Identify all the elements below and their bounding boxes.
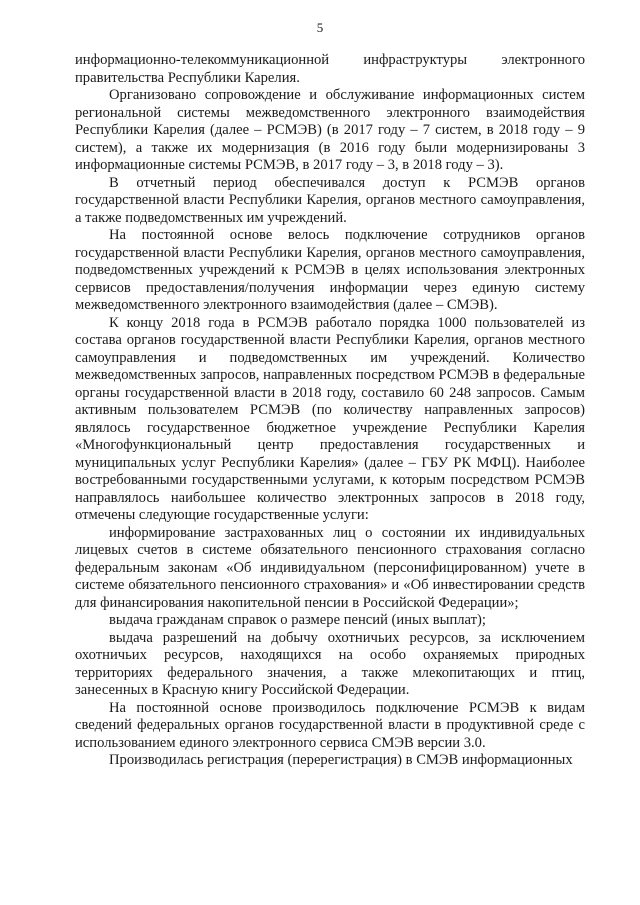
paragraph: На постоянной основе велось подключение сотрудников органов государственной власти Республики Карелия, органов местного самоуправления, подведомственных учреждений к РСМЭВ в целях использования электронных сервисов предоставления/получения информации через единую систему межведомственного электронного взаимодействия (далее – СМЭВ). xyxy=(75,227,585,313)
paragraph: К концу 2018 года в РСМЭВ работало порядка 1000 пользователей из состава органов государственной власти Республики Карелия, органов местного самоуправления и подведомственных им учреждений. Количество межведомственных запросов, направленных посредством РСМЭВ в федеральные органы государственной власти в 2018 году, составило 60 248 запросов. Самым активным пользователем РСМЭВ (по количеству направленных запросов) являлось государственное бюджетное учреждение Республики Карелия «Многофункциональный центр предоставления государственных и муниципальных услуг Республики Карелия» (далее – ГБУ РК МФЦ). Наиболее востребованными государственными услугами, к которым посредством РСМЭВ направлялось наибольшее количество электронных запросов в 2018 году, отмечены следующие государственные услуги: xyxy=(75,314,585,523)
paragraph: информационно-телекоммуникационной инфраструктуры электронного правительства Республики Карелия. xyxy=(75,52,585,86)
page-number: 5 xyxy=(316,20,324,35)
paragraph: В отчетный период обеспечивался доступ к РСМЭВ органов государственной власти Республики Карелия, органов местного самоуправления, а также подведомственных им учреждений. xyxy=(75,174,585,226)
paragraph: Организовано сопровождение и обслуживание информационных систем региональной системы межведомственного электронного взаимодействия Республики Карелия (далее – РСМЭВ) (в 2017 году – 7 систем, в 2018 году – 9 систем), а также их модернизация (в 2016 году были модернизированы 3 информационные системы РСМЭВ, в 2017 году – 3, в 2018 году – 3). xyxy=(75,87,585,173)
list-item-paragraph: информирование застрахованных лиц о состоянии их индивидуальных лицевых счетов в системе обязательного пенсионного страхования согласно федеральным законам «Об индивидуальном (персонифицированном) учете в системе обязательного пенсионного страхования» и «Об инвестировании средств для финансирования накопительной пенсии в Российской Федерации»; xyxy=(75,524,585,611)
paragraph: Производилась регистрация (перерегистрация) в СМЭВ информационных xyxy=(109,752,573,768)
list-item-paragraph: выдача разрешений на добычу охотничьих ресурсов, за исключением охотничьих ресурсов, находящихся на особо охраняемых природных территориях федерального значения, а также млекопитающих и птиц, занесенных в Красную книгу Российской Федерации. xyxy=(75,629,585,698)
body-text xyxy=(75,52,585,770)
list-item-paragraph: выдача гражданам справок о размере пенсий (иных выплат); xyxy=(109,612,486,628)
paragraph: На постоянной основе производилось подключение РСМЭВ к видам сведений федеральных органов государственной власти в продуктивной среде с использованием единого электронного сервиса СМЭВ версии 3.0. xyxy=(75,699,585,751)
